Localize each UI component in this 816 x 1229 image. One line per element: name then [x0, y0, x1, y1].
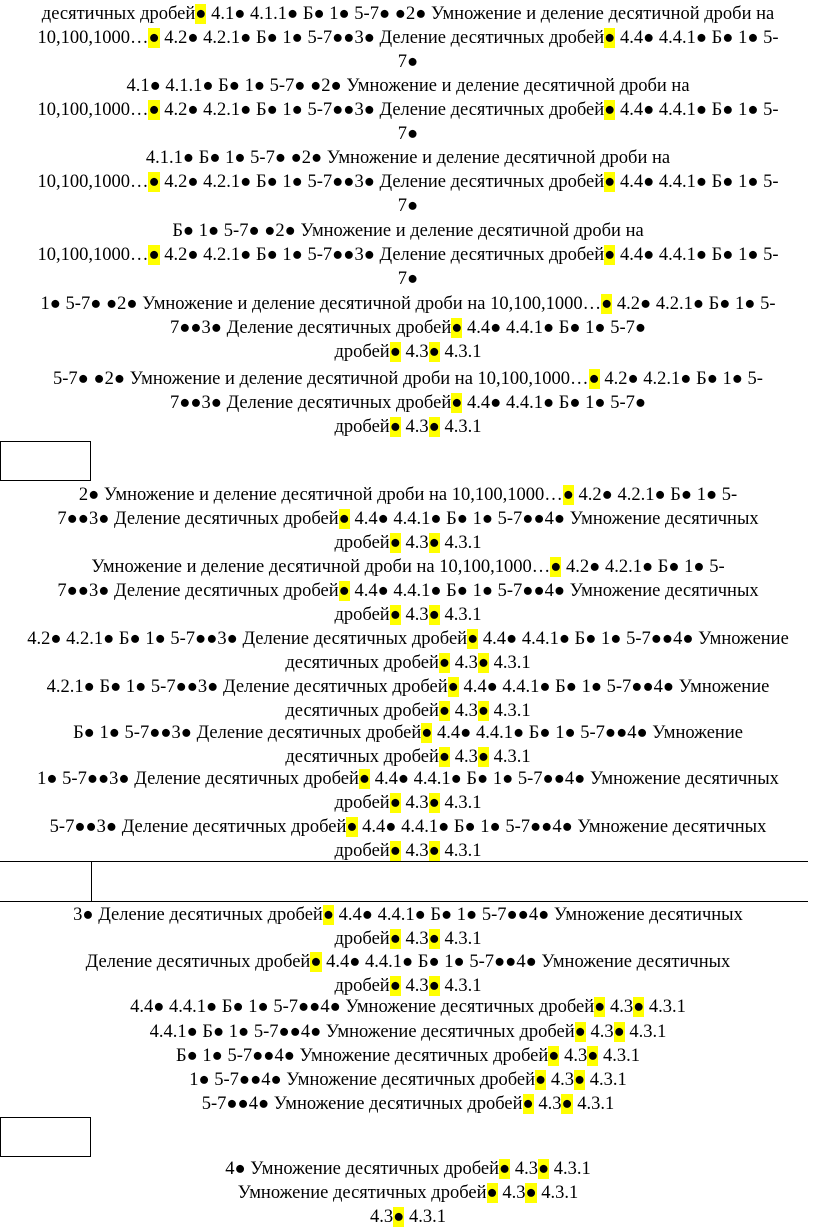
text-line: 1● 5-7● ●2● Умножение и деление десятичной дроби на 10,100,1000…● 4.2● 4.2.1● Б● 1● 5-: [40, 294, 776, 314]
highlighted-bullet: ●: [477, 701, 489, 721]
highlighted-bullet: ●: [389, 976, 401, 996]
text-line: 4.3● 4.3.1: [370, 1207, 446, 1227]
highlighted-bullet: ●: [562, 485, 574, 505]
highlighted-bullet: ●: [428, 929, 440, 949]
paragraph: [4, 1020, 812, 1044]
highlighted-bullet: ●: [389, 605, 401, 625]
text-line: 4.4● 4.4.1● Б● 1● 5-7●●4● Умножение десятичных дробей● 4.3● 4.3.1: [130, 997, 686, 1017]
text-line: 3● Деление десятичных дробей● 4.4● 4.4.1● Б● 1● 5-7●●4● Умножение десятичных: [73, 905, 743, 925]
highlighted-bullet: ●: [310, 952, 322, 972]
text-line: дробей● 4.3● 4.3.1: [334, 417, 482, 437]
text-line: 7●: [397, 196, 419, 216]
paragraph: [4, 292, 812, 364]
paragraph: [4, 146, 812, 218]
highlighted-bullet: ●: [148, 100, 160, 120]
paragraph: [4, 74, 812, 146]
highlighted-bullet: ●: [148, 172, 160, 192]
text-line: 10,100,1000…● 4.2● 4.2.1● Б● 1● 5-7●●3● Деление десятичных дробей● 4.4● 4.4.1● Б● 1● 5-: [37, 28, 779, 48]
highlighted-bullet: ●: [428, 417, 440, 437]
table-cell-divider: [91, 861, 92, 901]
paragraph: [4, 1157, 812, 1181]
paragraph: [4, 995, 812, 1019]
text-line: дробей● 4.3● 4.3.1: [334, 605, 482, 625]
paragraph: [4, 219, 812, 291]
paragraph: [4, 367, 812, 439]
text-line: 2● Умножение и деление десятичной дроби на 10,100,1000…● 4.2● 4.2.1● Б● 1● 5-: [78, 485, 738, 505]
highlighted-bullet: ●: [573, 1070, 586, 1090]
highlighted-bullet: ●: [537, 1159, 550, 1179]
text-line: 1● 5-7●●4● Умножение десятичных дробей● 4.3● 4.3.1: [189, 1070, 627, 1090]
highlighted-bullet: ●: [601, 294, 613, 314]
paragraph: [4, 483, 812, 555]
highlighted-bullet: ●: [148, 245, 160, 265]
highlighted-bullet: ●: [477, 653, 489, 673]
paragraph: [4, 627, 812, 675]
highlighted-bullet: ●: [451, 318, 463, 338]
paragraph: [4, 1068, 812, 1092]
highlighted-bullet: ●: [389, 841, 401, 861]
highlighted-bullet: ●: [486, 1183, 498, 1203]
text-line: 10,100,1000…● 4.2● 4.2.1● Б● 1● 5-7●●3● Деление десятичных дробей● 4.4● 4.4.1● Б● 1● 5-: [37, 100, 779, 120]
text-line: десятичных дробей● 4.3● 4.3.1: [285, 653, 531, 673]
highlighted-bullet: ●: [389, 929, 401, 949]
highlighted-bullet: ●: [438, 701, 451, 721]
highlighted-bullet: ●: [428, 793, 440, 813]
text-line: дробей● 4.3● 4.3.1: [334, 793, 482, 813]
text-line: десятичных дробей● 4.3● 4.3.1: [285, 747, 531, 767]
highlighted-bullet: ●: [428, 841, 440, 861]
highlighted-bullet: ●: [594, 997, 606, 1017]
highlighted-bullet: ●: [438, 747, 451, 767]
highlighted-bullet: ●: [195, 4, 207, 24]
highlighted-bullet: ●: [428, 605, 440, 625]
highlighted-bullet: ●: [588, 369, 600, 389]
highlighted-bullet: ●: [604, 28, 616, 48]
text-line: Б● 1● 5-7●●3● Деление десятичных дробей● 4.4● 4.4.1● Б● 1● 5-7●●4● Умножение: [73, 723, 743, 743]
text-line: 4● Умножение десятичных дробей● 4.3● 4.3.1: [225, 1159, 591, 1179]
paragraph: [4, 675, 812, 723]
text-line: 4.1● 4.1.1● Б● 1● 5-7● ●2● Умножение и деление десятичной дроби на: [126, 76, 690, 96]
highlighted-bullet: ●: [451, 393, 463, 413]
highlighted-bullet: ●: [322, 905, 335, 925]
text-line: 7●●3● Деление десятичных дробей● 4.4● 4.4.1● Б● 1● 5-7●: [169, 318, 647, 338]
highlighted-bullet: ●: [447, 677, 459, 697]
paragraph: [4, 1092, 812, 1116]
text-line: Умножение и деление десятичной дроби на 10,100,1000…● 4.2● 4.2.1● Б● 1● 5-: [91, 557, 725, 577]
highlighted-bullet: ●: [522, 1094, 534, 1114]
text-line: 1● 5-7●●3● Деление десятичных дробей● 4.4● 4.4.1● Б● 1● 5-7●●4● Умножение десятичных: [37, 769, 779, 789]
text-line: 4.2.1● Б● 1● 5-7●●3● Деление десятичных дробей● 4.4● 4.4.1● Б● 1● 5-7●●4● Умножение: [46, 677, 770, 697]
paragraph: [4, 903, 812, 951]
paragraph: [4, 815, 812, 863]
text-line: 7●●3● Деление десятичных дробей● 4.4● 4.4.1● Б● 1● 5-7●●4● Умножение десятичных: [57, 509, 759, 529]
highlighted-bullet: ●: [338, 581, 350, 601]
highlighted-bullet: ●: [604, 172, 616, 192]
paragraph: [4, 1181, 812, 1205]
text-line: 7●: [397, 124, 419, 144]
highlighted-bullet: ●: [550, 557, 562, 577]
highlighted-bullet: ●: [587, 1046, 599, 1066]
text-line: 4.4.1● Б● 1● 5-7●●4● Умножение десятичных дробей● 4.3● 4.3.1: [149, 1022, 667, 1042]
text-line: Б● 1● 5-7●●4● Умножение десятичных дробей● 4.3● 4.3.1: [175, 1046, 641, 1066]
empty-table-cell: [0, 441, 91, 481]
highlighted-bullet: ●: [428, 976, 440, 996]
highlighted-bullet: ●: [574, 1022, 586, 1042]
paragraph: [4, 950, 812, 998]
text-line: дробей● 4.3● 4.3.1: [334, 929, 482, 949]
text-line: 7●●3● Деление десятичных дробей● 4.4● 4.4.1● Б● 1● 5-7●: [169, 393, 647, 413]
highlighted-bullet: ●: [561, 1094, 573, 1114]
text-line: Умножение десятичных дробей● 4.3● 4.3.1: [237, 1183, 579, 1203]
highlighted-bullet: ●: [604, 245, 616, 265]
text-line: 7●: [397, 269, 419, 289]
highlighted-bullet: ●: [467, 629, 479, 649]
paragraph: [4, 721, 812, 769]
highlighted-bullet: ●: [148, 28, 160, 48]
paragraph: [4, 555, 812, 627]
highlighted-bullet: ●: [525, 1183, 537, 1203]
highlighted-bullet: ●: [428, 342, 440, 362]
text-line: дробей● 4.3● 4.3.1: [334, 533, 482, 553]
highlighted-bullet: ●: [477, 747, 489, 767]
highlighted-bullet: ●: [548, 1046, 560, 1066]
text-line: Б● 1● 5-7● ●2● Умножение и деление десятичной дроби на: [172, 221, 644, 241]
text-line: Деление десятичных дробей● 4.4● 4.4.1● Б● 1● 5-7●●4● Умножение десятичных: [85, 952, 731, 972]
text-line: дробей● 4.3● 4.3.1: [334, 976, 482, 996]
paragraph: [4, 767, 812, 815]
highlighted-bullet: ●: [389, 342, 401, 362]
text-line: десятичных дробей● 4.1● 4.1.1● Б● 1● 5-7● ●2● Умножение и деление десятичной дроби на: [41, 4, 775, 24]
text-line: десятичных дробей● 4.3● 4.3.1: [285, 701, 531, 721]
highlighted-bullet: ●: [604, 100, 616, 120]
highlighted-bullet: ●: [346, 817, 358, 837]
highlighted-bullet: ●: [535, 1070, 547, 1090]
paragraph: [4, 2, 812, 74]
text-line: 5-7●●4● Умножение десятичных дробей● 4.3● 4.3.1: [201, 1094, 615, 1114]
highlighted-bullet: ●: [389, 533, 401, 553]
text-line: 5-7● ●2● Умножение и деление десятичной дроби на 10,100,1000…● 4.2● 4.2.1● Б● 1● 5-: [53, 369, 763, 389]
text-line: 10,100,1000…● 4.2● 4.2.1● Б● 1● 5-7●●3● Деление десятичных дробей● 4.4● 4.4.1● Б● 1● 5-: [37, 245, 779, 265]
text-line: 10,100,1000…● 4.2● 4.2.1● Б● 1● 5-7●●3● Деление десятичных дробей● 4.4● 4.4.1● Б● 1● 5-: [37, 172, 779, 192]
table-border-bottom: [0, 901, 808, 902]
text-line: 4.2● 4.2.1● Б● 1● 5-7●●3● Деление десятичных дробей● 4.4● 4.4.1● Б● 1● 5-7●●4● Умножение: [27, 629, 789, 649]
text-line: дробей● 4.3● 4.3.1: [334, 342, 482, 362]
highlighted-bullet: ●: [438, 653, 451, 673]
text-line: 4.1.1● Б● 1● 5-7● ●2● Умножение и деление десятичной дроби на: [145, 148, 671, 168]
highlighted-bullet: ●: [421, 723, 433, 743]
empty-table-cell: [0, 1117, 91, 1157]
text-line: дробей● 4.3● 4.3.1: [334, 841, 482, 861]
highlighted-bullet: ●: [499, 1159, 511, 1179]
highlighted-bullet: ●: [389, 417, 401, 437]
highlighted-bullet: ●: [338, 509, 350, 529]
highlighted-bullet: ●: [633, 997, 645, 1017]
paragraph: [4, 1205, 812, 1229]
text-line: 5-7●●3● Деление десятичных дробей● 4.4● 4.4.1● Б● 1● 5-7●●4● Умножение десятичных: [49, 817, 767, 837]
paragraph: [4, 1044, 812, 1068]
table-border-top: [0, 861, 808, 862]
highlighted-bullet: ●: [428, 533, 440, 553]
highlighted-bullet: ●: [389, 793, 401, 813]
text-line: 7●: [397, 52, 419, 72]
highlighted-bullet: ●: [358, 769, 371, 789]
highlighted-bullet: ●: [613, 1022, 625, 1042]
highlighted-bullet: ●: [393, 1207, 405, 1227]
text-line: 7●●3● Деление десятичных дробей● 4.4● 4.4.1● Б● 1● 5-7●●4● Умножение десятичных: [57, 581, 759, 601]
